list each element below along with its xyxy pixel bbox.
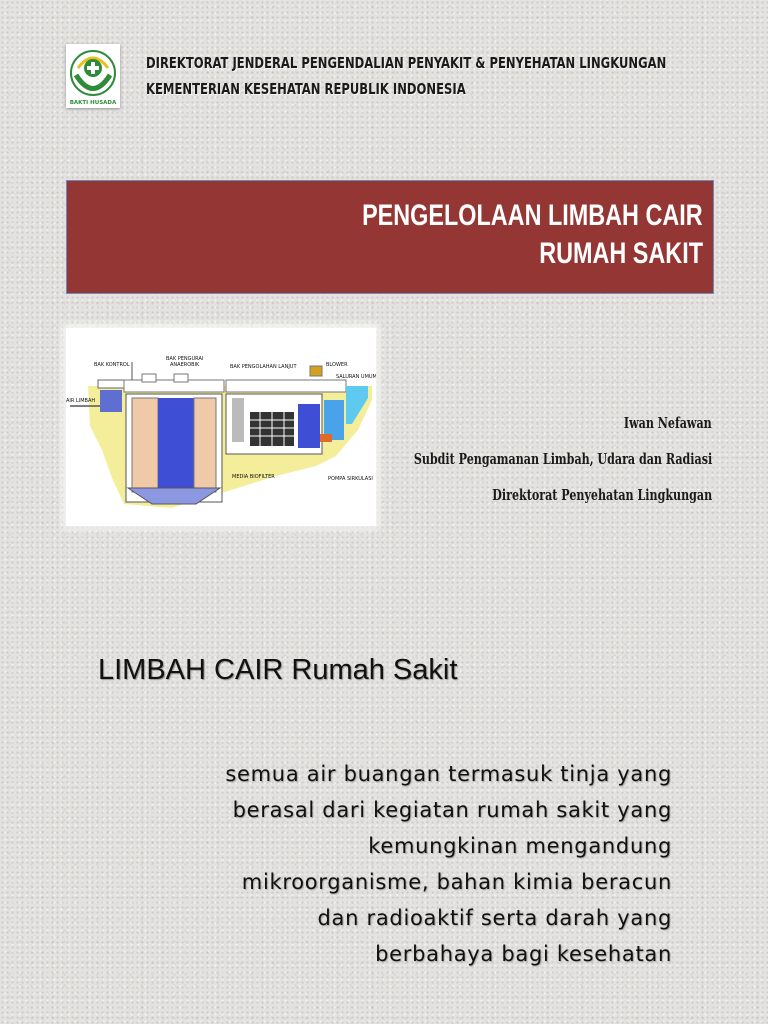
definition-line: mikroorganisme, bahan kimia beracun: [241, 870, 672, 894]
label-media-biofilter: MEDIA BIOFILTER: [232, 474, 275, 480]
wastewater-treatment-diagram: [66, 328, 376, 526]
definition-text: [112, 756, 672, 972]
logo-text: BAKTI HUSADA: [69, 100, 117, 106]
label-bak-pengolahan: BAK PENGOLAHAN LANJUT: [230, 364, 297, 370]
label-air-limbah: AIR LIMBAH: [66, 398, 96, 404]
section-title: LIMBAH CAIR Rumah Sakit: [98, 654, 458, 686]
page-title-line2: RUMAH SAKIT: [539, 237, 703, 270]
definition-line: dan radioaktif serta darah yang: [317, 906, 672, 930]
header-directorate: DIREKTORAT JENDERAL PENGENDALIAN PENYAKIT & PENYEHATAN LINGKUNGAN: [146, 54, 667, 72]
definition-line: berasal dari kegiatan rumah sakit yang: [232, 798, 672, 822]
definition-line: semua air buangan termasuk tinja yang: [225, 762, 672, 786]
author-unit: Subdit Pengamanan Limbah, Udara dan Radiasi: [413, 450, 712, 468]
definition-line: berbahaya bagi kesehatan: [375, 942, 672, 966]
ministry-logo: [66, 44, 120, 108]
label-anaerobik: ANAEROBIK: [170, 362, 200, 368]
label-blower: BLOWER: [326, 362, 348, 368]
label-pompa-sirkulasi: POMPA SIRKULASI: [328, 476, 373, 482]
page-title-line1: PENGELOLAAN LIMBAH CAIR: [362, 199, 703, 232]
definition-line: kemungkinan mengandung: [368, 834, 672, 858]
label-saluran-umum: SALURAN UMUM: [336, 374, 376, 380]
title-banner: [66, 180, 714, 294]
label-bak-kontrol: BAK KONTROL: [94, 362, 130, 368]
label-bak-pengurai: BAK PENGURAI: [166, 356, 204, 362]
author-directorate: Direktorat Penyehatan Lingkungan: [492, 486, 712, 504]
author-name: Iwan Nefawan: [624, 414, 712, 432]
header-ministry: KEMENTERIAN KESEHATAN REPUBLIK INDONESIA: [146, 80, 466, 98]
